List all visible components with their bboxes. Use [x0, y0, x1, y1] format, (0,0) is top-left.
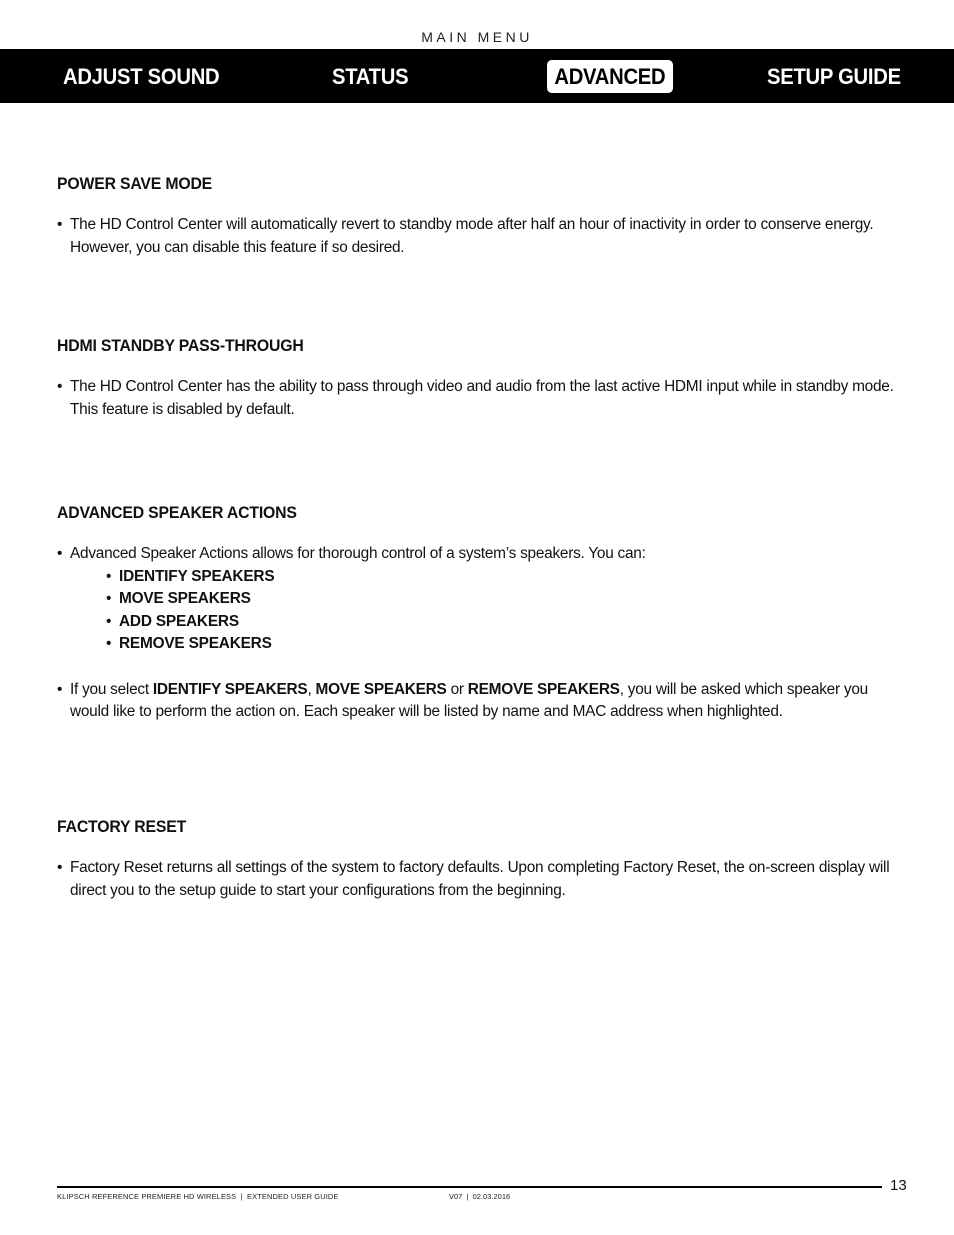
tab-advanced[interactable]: ADVANCED [547, 60, 673, 93]
term-move-speakers: MOVE SPEAKERS [315, 680, 447, 698]
list-item: • ADD SPEAKERS [57, 611, 902, 634]
section-title: HDMI STANDBY PASS-THROUGH [57, 336, 304, 355]
footer-doc-title: KLIPSCH REFERENCE PREMIERE HD WIRELESS | EXTENDED USER GUIDE [57, 1192, 339, 1201]
bullet-icon: • [106, 635, 112, 652]
section-advanced-speaker-actions [57, 503, 902, 724]
paragraph-text: The HD Control Center will automatically revert to standby mode after half an hour of inactivity in order to conserve energy. However, you can disable this feature if so desired. [70, 216, 874, 256]
section-power-save-mode [57, 174, 902, 259]
page-number: 13 [890, 1177, 907, 1194]
section-hdmi-standby-pass-through [57, 336, 902, 421]
speaker-actions-list [57, 566, 902, 656]
bullet-icon: • [57, 216, 63, 233]
section-title: FACTORY RESET [57, 817, 187, 836]
list-item: • REMOVE SPEAKERS [57, 633, 902, 656]
footer-divider [57, 1186, 882, 1188]
bullet-icon: • [57, 859, 63, 876]
paragraph-text: The HD Control Center has the ability to pass through video and audio from the last active HDMI input while in standby mode. This feature is disabled by default. [70, 378, 894, 418]
bullet-icon: • [106, 612, 112, 630]
paragraph-text: Factory Reset returns all settings of the system to factory defaults. Upon completing Factory Reset, the on-screen display will direct you to the setup guide to start your configurations from the beginning. [70, 859, 890, 899]
bullet-icon: • [106, 590, 112, 607]
paragraph [57, 214, 902, 259]
term-identify-speakers: IDENTIFY SPEAKERS [152, 680, 308, 698]
bullet-icon: • [106, 567, 112, 585]
tab-status[interactable]: STATUS [332, 64, 409, 89]
bullet-icon: • [57, 378, 63, 395]
section-title: ADVANCED SPEAKER ACTIONS [57, 503, 297, 522]
paragraph: • If you select IDENTIFY SPEAKERS, MOVE SPEAKERS or REMOVE SPEAKERS, you will be asked which speaker you would like to perform the action on. Each speaker will be listed by name and MAC address when highlighted. [57, 680, 868, 720]
list-item: • IDENTIFY SPEAKERS [57, 566, 902, 589]
paragraph-text: Advanced Speaker Actions allows for thorough control of a system’s speakers. You can: [70, 545, 646, 562]
paragraph [57, 543, 902, 566]
bullet-icon: • [57, 680, 63, 698]
bullet-icon: • [57, 545, 63, 562]
paragraph [57, 376, 902, 421]
paragraph [57, 857, 902, 902]
tab-adjust-sound[interactable]: ADJUST SOUND [63, 64, 220, 89]
section-title: POWER SAVE MODE [57, 174, 213, 193]
term-remove-speakers: REMOVE SPEAKERS [467, 680, 620, 698]
list-item: • MOVE SPEAKERS [57, 588, 902, 611]
tab-setup-guide[interactable]: SETUP GUIDE [767, 64, 901, 89]
section-factory-reset [57, 817, 902, 902]
main-menu-navbar [0, 49, 954, 103]
main-menu-label: MAIN MENU [421, 29, 533, 45]
footer-version: V07 | 02.03.2016 [449, 1192, 511, 1201]
